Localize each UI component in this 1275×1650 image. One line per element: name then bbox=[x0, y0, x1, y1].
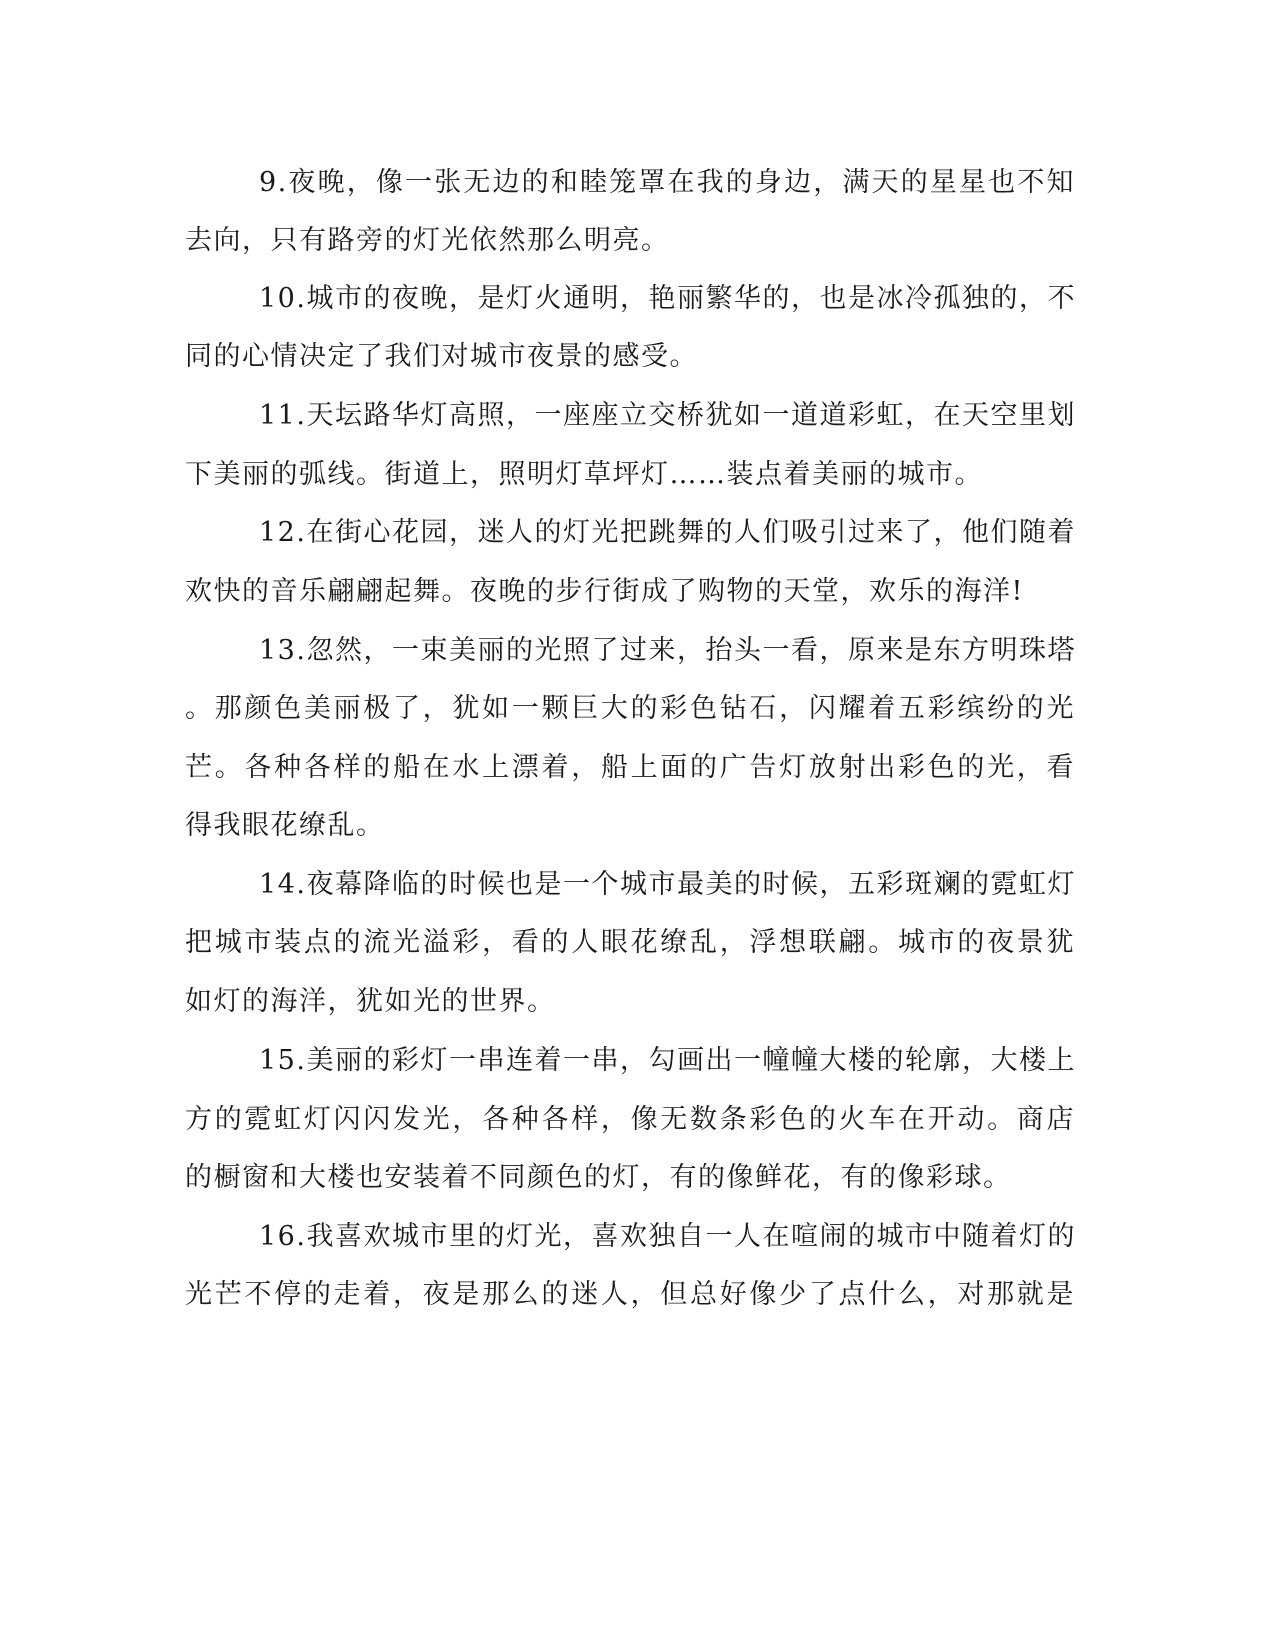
paragraph-12-line-2: 欢快的音乐翩翩起舞。夜晚的步行街成了购物的天堂，欢乐的海洋! bbox=[185, 576, 1024, 607]
paragraph-15-line-2: 方的霓虹灯闪闪发光，各种各样，像无数条彩色的火车在开动。商店 bbox=[185, 1104, 1075, 1135]
paragraph-13-line-1: 13.忽然，一束美丽的光照了过来，抬头一看，原来是东方明珠塔 bbox=[259, 635, 1076, 666]
paragraph-11-line-1: 11.天坛路华灯高照，一座座立交桥犹如一道道彩虹，在天空里划 bbox=[259, 400, 1076, 431]
paragraph-14-line-3: 如灯的海洋，犹如光的世界。 bbox=[185, 986, 556, 1017]
paragraph-11-line-2: 下美丽的弧线。街道上，照明灯草坪灯……装点着美丽的城市。 bbox=[185, 459, 983, 490]
paragraph-10-line-2: 同的心情决定了我们对城市夜景的感受。 bbox=[185, 341, 698, 372]
paragraph-14-line-1: 14.夜幕降临的时候也是一个城市最美的时候，五彩斑斓的霓虹灯 bbox=[259, 869, 1076, 900]
paragraph-13-line-4: 得我眼花缭乱。 bbox=[185, 810, 385, 841]
paragraph-12-line-1: 12.在街心花园，迷人的灯光把跳舞的人们吸引过来了，他们随着 bbox=[259, 517, 1076, 548]
paragraph-16-line-1: 16.我喜欢城市里的灯光，喜欢独自一人在喧闹的城市中随着灯的 bbox=[259, 1221, 1076, 1252]
paragraph-13-line-3: 芒。各种各样的船在水上漂着，船上面的广告灯放射出彩色的光，看 bbox=[185, 752, 1075, 783]
paragraph-15-line-1: 15.美丽的彩灯一串连着一串，勾画出一幢幢大楼的轮廓，大楼上 bbox=[259, 1045, 1076, 1076]
paragraph-13-line-2: 。那颜色美丽极了，犹如一颗巨大的彩色钻石，闪耀着五彩缤纷的光 bbox=[185, 693, 1075, 724]
paragraph-14-line-2: 把城市装点的流光溢彩，看的人眼花缭乱，浮想联翩。城市的夜景犹 bbox=[185, 927, 1075, 958]
paragraph-9-line-2: 去向，只有路旁的灯光依然那么明亮。 bbox=[185, 225, 670, 256]
paragraph-10-line-1: 10.城市的夜晚，是灯火通明，艳丽繁华的，也是冰冷孤独的，不 bbox=[259, 283, 1076, 314]
paragraph-9-line-1: 9.夜晚，像一张无边的和睦笼罩在我的身边，满天的星星也不知 bbox=[259, 167, 1075, 198]
paragraph-15-line-3: 的橱窗和大楼也安装着不同颜色的灯，有的像鲜花，有的像彩球。 bbox=[185, 1162, 1012, 1193]
paragraph-16-line-2: 光芒不停的走着，夜是那么的迷人，但总好像少了点什么，对那就是 bbox=[185, 1279, 1075, 1310]
